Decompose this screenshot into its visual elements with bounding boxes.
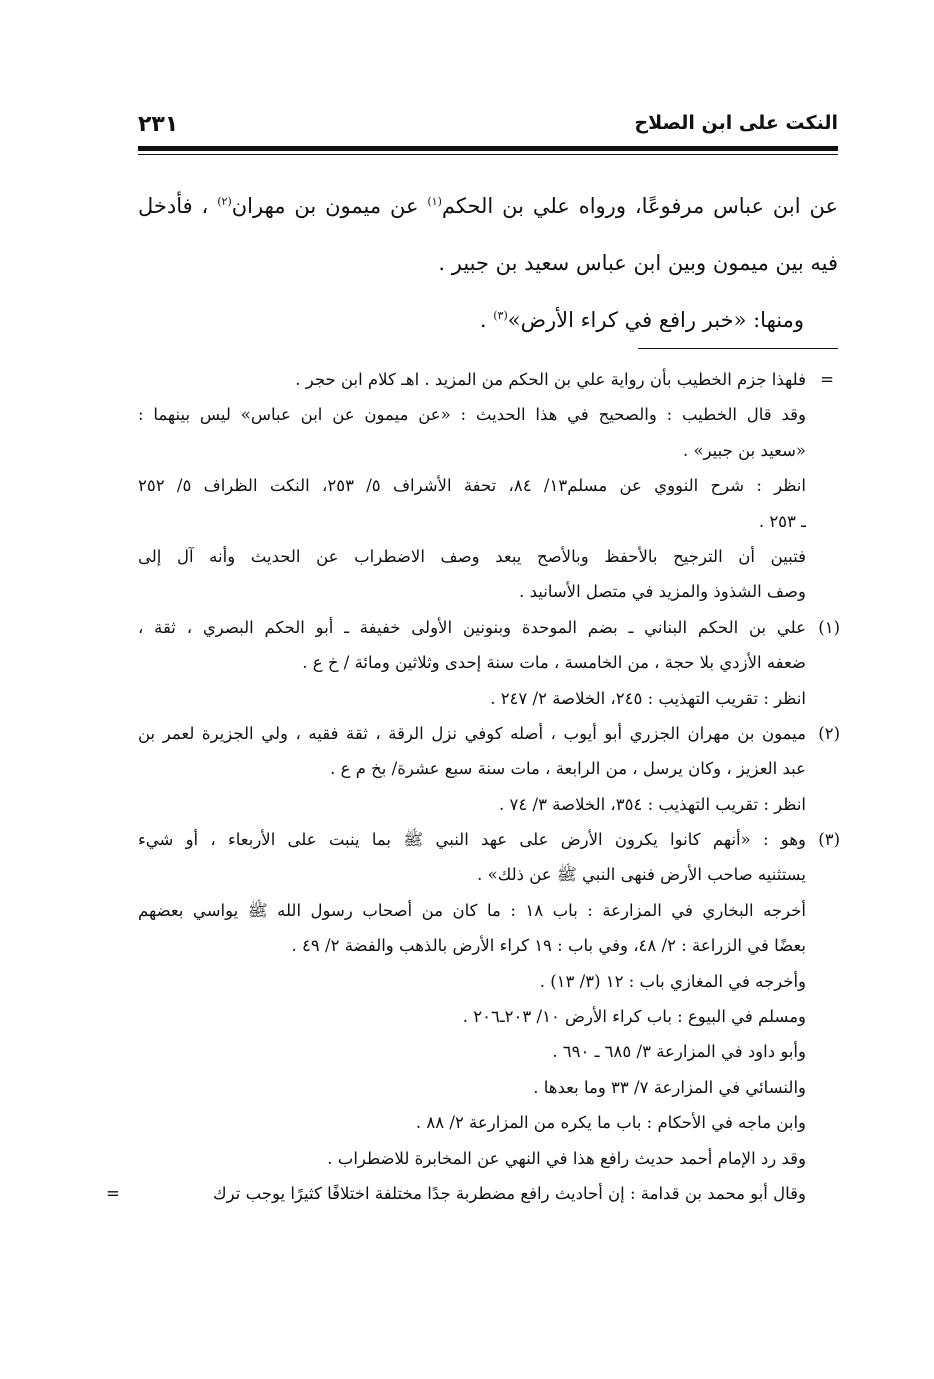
footnote-2: (٢) ميمون بن مهران الجزري أبو أيوب ، أصله كوفي نزل الرقة ، ثقة فقيه ، ولي الجزيرة لعمر بن <box>106 716 838 751</box>
footnote-line: بعضًا في الزراعة : ٢/ ٤٨، وفي باب : ١٩ كراء الأرض بالذهب والفضة ٢/ ٤٩ . <box>291 936 806 956</box>
footnote-ref-3: (٣) <box>493 309 508 322</box>
footnote-line: وقد رد الإمام أحمد حديث رافع هذا في النهي عن المخابرة للاضطراب . <box>327 1148 806 1168</box>
footnote-line: يستثنيه صاحب الأرض فنهى النبي ﷺ عن ذلك» . <box>477 865 806 885</box>
continuation-mark-end: = <box>106 1183 120 1203</box>
footnote-line: وصف الشذوذ والمزيد في متصل الأسانيد . <box>519 582 806 602</box>
footnote-3-number: (٣) <box>818 830 840 850</box>
footnote-line: وابن ماجه في الأحكام : باب ما يكره من المزارعة ٢/ ٨٨ . <box>415 1113 806 1133</box>
main-line-1: عن ابن عباس مرفوعًا، ورواه علي بن الحكم$^{(١)}$ عن ميمون بن مهران$^{(٢)}$ ، فأدخل <box>138 194 838 218</box>
header-rule-thin <box>138 154 838 155</box>
footnote-line: وأخرجه في المغازي باب : ١٢ (٣/ ١٣) . <box>539 971 806 991</box>
footnote-1: (١) علي بن الحكم البناني ـ بضم الموحدة وبنونين الأولى خفيفة ـ أبو الحكم البصري ، ثقة ، <box>106 610 838 645</box>
footnote-line: والنسائي في المزارعة ٧/ ٣٣ وما بعدها . <box>533 1077 806 1097</box>
footnote-1-number: (١) <box>818 617 840 637</box>
running-header <box>138 112 838 146</box>
main-text <box>138 178 838 349</box>
running-title: النكت على ابن الصلاح <box>634 112 838 134</box>
footnote-2-number: (٢) <box>818 723 840 743</box>
footnote-line: ومسلم في البيوع : باب كراء الأرض ١٠/ ٢٠٣ـ٢٠٦ . <box>462 1007 806 1027</box>
continuation-mark: = <box>820 370 834 389</box>
footnote-line: «سعيد بن جبير» . <box>682 440 806 460</box>
footnote-line: ضعفه الأزدي بلا حجة ، من الخامسة ، مات سنة إحدى وثلاثين ومائة / خ ع . <box>302 653 806 673</box>
footnote-ref-2: (٢) <box>217 195 232 208</box>
footnote-separator <box>638 348 838 349</box>
footnote-line: ـ ٢٥٣ . <box>758 511 806 531</box>
footnote-line: انظر : تقريب التهذيب : ٣٥٤، الخلاصة ٣/ ٧٤ . <box>499 794 806 814</box>
main-line-2: فيه بين ميمون وبين ابن عباس سعيد بن جبير . <box>438 251 838 275</box>
footnote-line: انظر : شرح النووي عن مسلم١٣/ ٨٤، تحفة الأشراف ٥/ ٢٥٣، النكت الظراف ٥/ ٢٥٢ <box>138 476 806 496</box>
footnote-line: = فلهذا جزم الخطيب بأن رواية علي بن الحكم من المزيد . اهـ كلام ابن حجر . <box>106 362 838 397</box>
footnote-line: أخرجه البخاري في المزارعة : باب ١٨ : ما كان من أصحاب رسول الله ﷺ يواسي بعضهم <box>138 900 807 920</box>
main-line-3: ومنها: «خبر رافع في كراء الأرض»$^{(٣)}$ . <box>479 308 804 332</box>
footnote-line: وقد قال الخطيب : والصحيح في هذا الحديث : «عن ميمون عن ابن عباس» ليس بينهما : <box>138 405 806 425</box>
footnotes <box>106 362 838 1211</box>
footnote-3: (٣) وهو : «أنهم كانوا يكرون الأرض على عهد النبي ﷺ بما ينبت على الأربعاء ، أو شيء <box>106 822 838 857</box>
header-rule-thick <box>138 146 838 151</box>
footnote-ref-1: (١) <box>427 195 442 208</box>
page-number: ٢٣١ <box>138 112 179 137</box>
footnote-line: وقال أبو محمد بن قدامة : إن أحاديث رافع مضطربة جدًا مختلفة اختلافًا كثيرًا يوجب ترك = <box>106 1176 838 1211</box>
footnote-line: وأبو داود في المزارعة ٣/ ٦٨٥ ـ ٦٩٠ . <box>552 1042 806 1062</box>
footnote-line: انظر : تقريب التهذيب : ٢٤٥، الخلاصة ٢/ ٢٤٧ . <box>490 688 806 708</box>
footnote-line: عبد العزيز ، وكان يرسل ، من الرابعة ، مات سنة سبع عشرة/ بخ م ع . <box>330 759 806 779</box>
footnote-line: فتبين أن الترجيح بالأحفظ وبالأصح يبعد وصف الاضطراب عن الحديث وأنه آل إلى <box>138 546 806 566</box>
